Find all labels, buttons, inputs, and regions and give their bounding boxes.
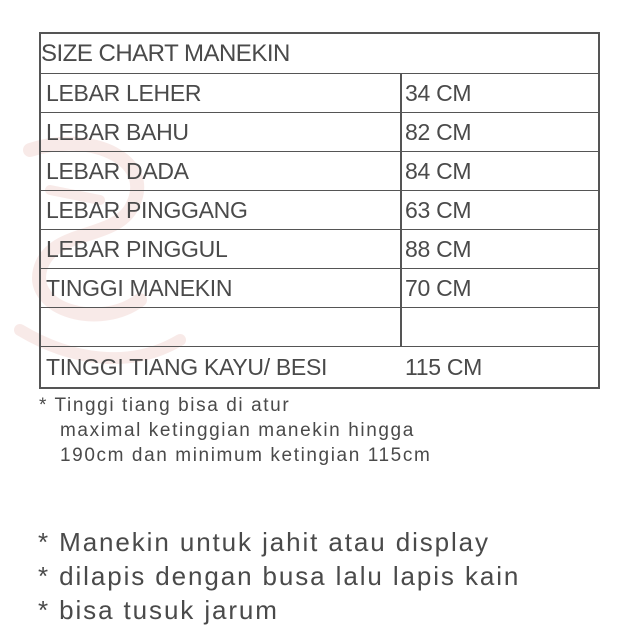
row-label: LEBAR DADA [46,157,189,184]
table-row [41,190,598,229]
size-chart-table [39,32,600,389]
feature-item: * bisa tusuk jarum [38,595,279,625]
column-divider [400,308,402,346]
column-divider [400,230,402,268]
row-value: 84 CM [405,157,472,184]
table-row [41,229,598,268]
table-row [41,73,598,112]
column-divider [400,191,402,229]
row-label: TINGGI TIANG KAYU/ BESI [46,353,328,380]
row-value: 70 CM [405,274,472,301]
feature-item: * dilapis dengan busa lalu lapis kain [38,561,521,591]
column-divider [400,74,402,112]
row-label: LEBAR PINGGUL [46,235,228,262]
row-value: 34 CM [405,79,472,106]
note-line: maximal ketinggian manekin hingga [60,420,415,441]
row-value: 63 CM [405,196,472,223]
table-row-empty [41,307,598,346]
table-row [41,346,598,387]
note-line: 190cm dan minimum ketingian 115cm [60,445,432,466]
table-title: SIZE CHART MANEKIN [41,39,290,67]
row-value: 82 CM [405,118,472,145]
table-row [41,268,598,307]
feature-item: * Manekin untuk jahit atau display [38,527,490,557]
row-label: LEBAR LEHER [46,79,202,106]
column-divider [400,152,402,190]
feature-list [38,525,520,627]
row-value: 115 CM [405,353,483,380]
row-label: TINGGI MANEKIN [46,274,233,301]
note-line: * Tinggi tiang bisa di atur [39,395,291,416]
table-row [41,151,598,190]
row-label: LEBAR BAHU [46,118,189,145]
row-label: LEBAR PINGGANG [46,196,248,223]
table-title-row [41,34,598,73]
column-divider [400,113,402,151]
column-divider [400,269,402,307]
height-note [39,393,431,468]
table-row [41,112,598,151]
row-value: 88 CM [405,235,472,262]
